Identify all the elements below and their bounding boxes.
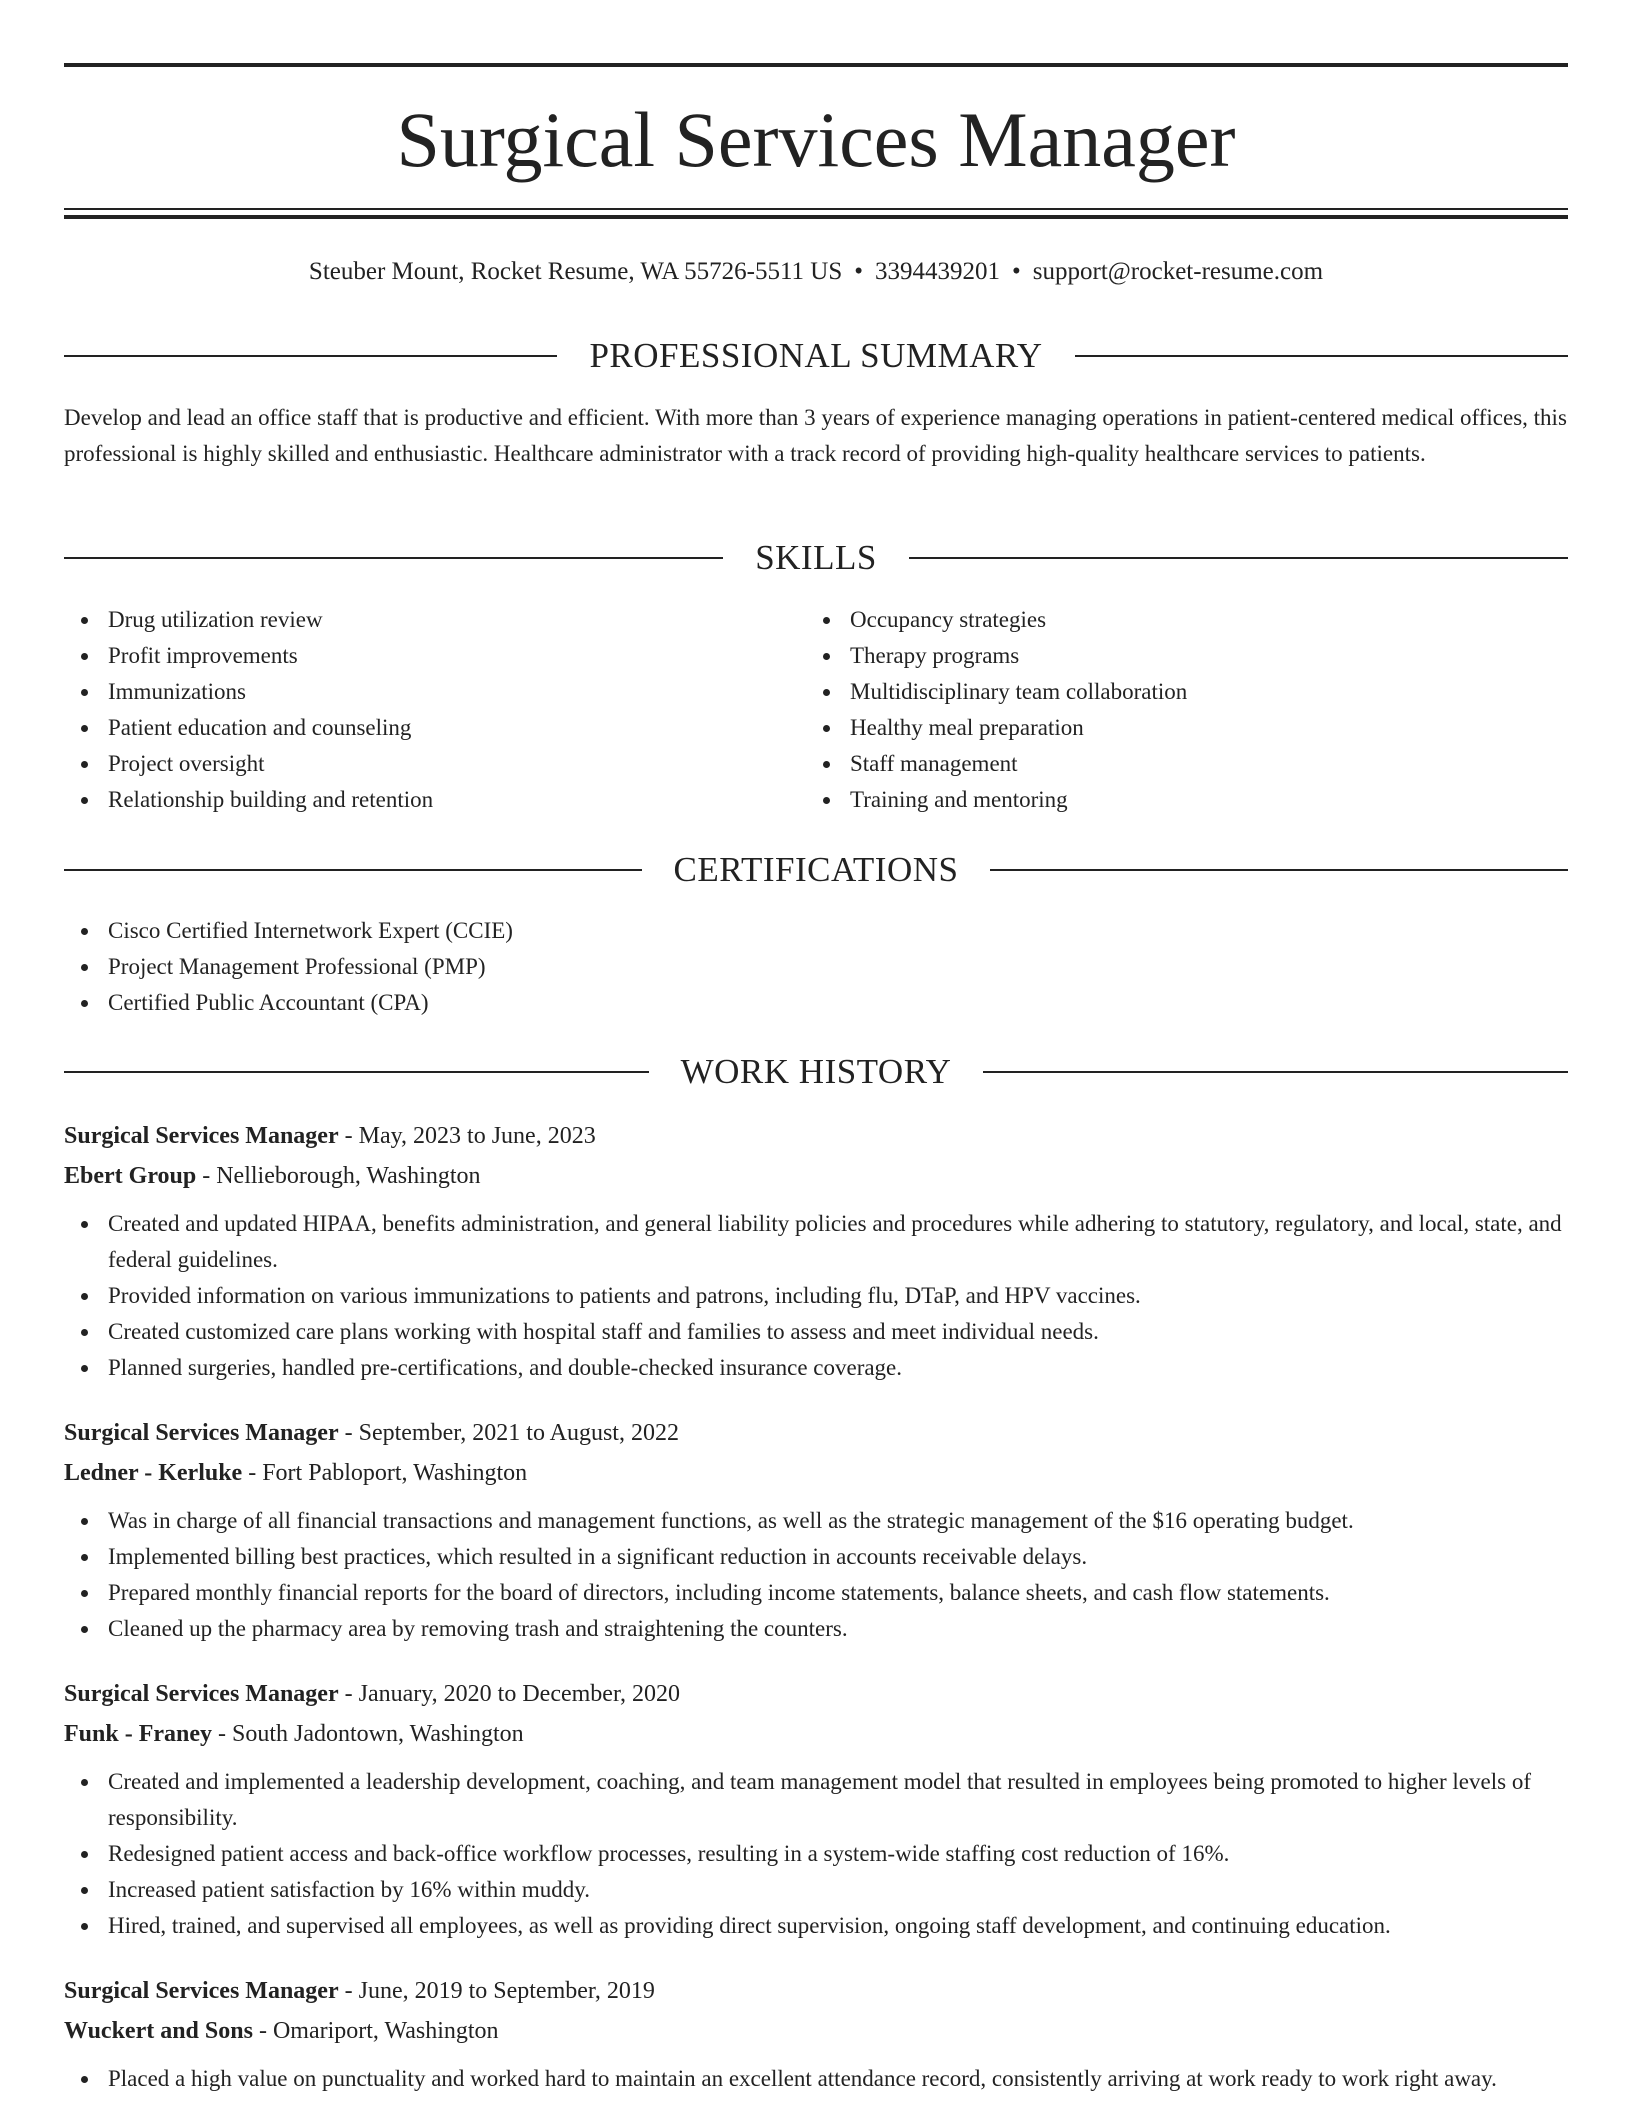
heading-rule-right <box>990 869 1568 871</box>
skills-column-left <box>64 602 764 818</box>
skills-column-right <box>806 602 1506 818</box>
job-company: Ledner - Kerluke <box>64 1460 243 1486</box>
list-item: Immunizations <box>64 674 764 710</box>
list-item: Project oversight <box>64 746 764 782</box>
list-item: Redesigned patient access and back-office workflow processes, resulting in a system-wide staffing cost reduction of 16%. <box>64 1836 1568 1872</box>
list-item: Was in charge of all financial transactions and management functions, as well as the strategic management of the $16 operating budget. <box>64 1503 1568 1539</box>
job-entry <box>64 1971 1568 2097</box>
list-item: Hired, trained, and supervised all employees, as well as providing direct supervision, ongoing staff development, and continuing education. <box>64 1908 1568 1944</box>
list-item: Implemented billing best practices, which resulted in a significant reduction in accounts receivable delays. <box>64 1539 1568 1575</box>
job-entry <box>64 1413 1568 1647</box>
heading-rule-left <box>64 355 557 357</box>
job-company-line <box>64 1714 1568 1754</box>
list-item: Prepared monthly financial reports for the board of directors, including income statements, balance sheets, and cash flow statements. <box>64 1575 1568 1611</box>
list-item: Training and mentoring <box>806 782 1506 818</box>
job-company: Funk - Franey <box>64 1721 213 1747</box>
section-title: CERTIFICATIONS <box>673 850 959 889</box>
skills-list-right <box>806 602 1506 818</box>
job-bullets <box>64 1503 1568 1647</box>
contact-separator: • <box>1012 258 1021 285</box>
list-item: Created and implemented a leadership development, coaching, and team management model that resulted in employees being promoted to higher levels of responsibility. <box>64 1764 1568 1836</box>
list-item: Staff management <box>806 746 1506 782</box>
job-title: Surgical Services Manager <box>64 1978 339 2004</box>
list-item: Provided information on various immunizations to patients and patrons, including flu, DTaP, and HPV vaccines. <box>64 1278 1568 1314</box>
job-company: Ebert Group <box>64 1163 197 1189</box>
certifications-list <box>64 913 1568 1021</box>
contact-email: support@rocket-resume.com <box>1032 258 1324 285</box>
job-dates: - May, 2023 to June, 2023 <box>338 1123 596 1149</box>
job-bullets <box>64 1764 1568 1944</box>
header-top-rule <box>64 63 1568 67</box>
job-title-line <box>64 1413 1568 1453</box>
contact-line <box>64 254 1568 290</box>
job-title: Surgical Services Manager <box>64 1420 339 1446</box>
job-dates: - September, 2021 to August, 2022 <box>338 1420 679 1446</box>
header-double-rule-lower <box>64 215 1568 219</box>
job-bullets <box>64 2061 1568 2097</box>
contact-address: Steuber Mount, Rocket Resume, WA 55726-5511 US <box>308 258 843 285</box>
list-item: Drug utilization review <box>64 602 764 638</box>
list-item: Created customized care plans working with hospital staff and families to assess and meet individual needs. <box>64 1314 1568 1350</box>
list-item: Project Management Professional (PMP) <box>64 949 1568 985</box>
list-item: Placed a high value on punctuality and worked hard to maintain an excellent attendance record, consistently arriving at work ready to work right away. <box>64 2061 1568 2097</box>
list-item: Created and updated HIPAA, benefits administration, and general liability policies and procedures while adhering to statutory, regulatory, and local, state, and federal guidelines. <box>64 1206 1568 1278</box>
heading-rule-right <box>1075 355 1568 357</box>
list-item: Multidisciplinary team collaboration <box>806 674 1506 710</box>
job-title: Surgical Services Manager <box>64 1681 339 1707</box>
header-double-rule-upper <box>64 208 1568 210</box>
list-item: Occupancy strategies <box>806 602 1506 638</box>
job-bullets <box>64 1206 1568 1386</box>
job-company-line <box>64 1156 1568 1196</box>
heading-rule-right <box>909 557 1568 559</box>
job-company: Wuckert and Sons <box>64 2018 253 2044</box>
section-heading-work-history <box>64 1050 1568 1094</box>
job-title: Surgical Services Manager <box>64 1123 339 1149</box>
job-location: - South Jadontown, Washington <box>212 1721 524 1747</box>
job-title-line <box>64 1116 1568 1156</box>
job-title-line <box>64 1971 1568 2011</box>
list-item: Relationship building and retention <box>64 782 764 818</box>
skills-list-left <box>64 602 764 818</box>
contact-separator: • <box>854 258 863 285</box>
heading-rule-left <box>64 557 723 559</box>
list-item: Healthy meal preparation <box>806 710 1506 746</box>
work-history-list <box>64 1116 1568 2124</box>
section-heading-skills <box>64 536 1568 580</box>
list-item: Certified Public Accountant (CPA) <box>64 985 1568 1021</box>
list-item: Cisco Certified Internetwork Expert (CCIE) <box>64 913 1568 949</box>
list-item: Patient education and counseling <box>64 710 764 746</box>
list-item: Planned surgeries, handled pre-certifications, and double-checked insurance coverage. <box>64 1350 1568 1386</box>
list-item: Profit improvements <box>64 638 764 674</box>
candidate-title: Surgical Services Manager <box>396 96 1236 183</box>
summary-text: Develop and lead an office staff that is productive and efficient. With more than 3 years of experience managing operations in patient-centered medical offices, this professional is highly skilled and enthusiastic. Healthcare administrator with a track record of providing high-quality healthcare services to patients. <box>64 405 1567 466</box>
certifications-block <box>64 913 1568 1021</box>
job-company-line <box>64 1453 1568 1493</box>
job-entry <box>64 1674 1568 1944</box>
section-title: WORK HISTORY <box>680 1052 952 1091</box>
section-heading-summary <box>64 334 1568 378</box>
heading-rule-left <box>64 869 642 871</box>
heading-rule-right <box>983 1071 1568 1073</box>
job-location: - Nellieborough, Washington <box>196 1163 481 1189</box>
job-location: - Fort Pabloport, Washington <box>242 1460 528 1486</box>
job-title-line <box>64 1674 1568 1714</box>
section-title: SKILLS <box>755 538 877 577</box>
list-item: Cleaned up the pharmacy area by removing trash and straightening the counters. <box>64 1611 1568 1647</box>
section-title: PROFESSIONAL SUMMARY <box>589 336 1043 375</box>
job-dates: - June, 2019 to September, 2019 <box>338 1978 655 2004</box>
heading-rule-left <box>64 1071 649 1073</box>
job-location: - Omariport, Washington <box>252 2018 499 2044</box>
list-item: Therapy programs <box>806 638 1506 674</box>
job-entry <box>64 1116 1568 1386</box>
section-heading-certifications <box>64 848 1568 892</box>
list-item: Increased patient satisfaction by 16% within muddy. <box>64 1872 1568 1908</box>
contact-phone: 3394439201 <box>875 258 1000 285</box>
job-dates: - January, 2020 to December, 2020 <box>338 1681 680 1707</box>
job-company-line <box>64 2011 1568 2051</box>
